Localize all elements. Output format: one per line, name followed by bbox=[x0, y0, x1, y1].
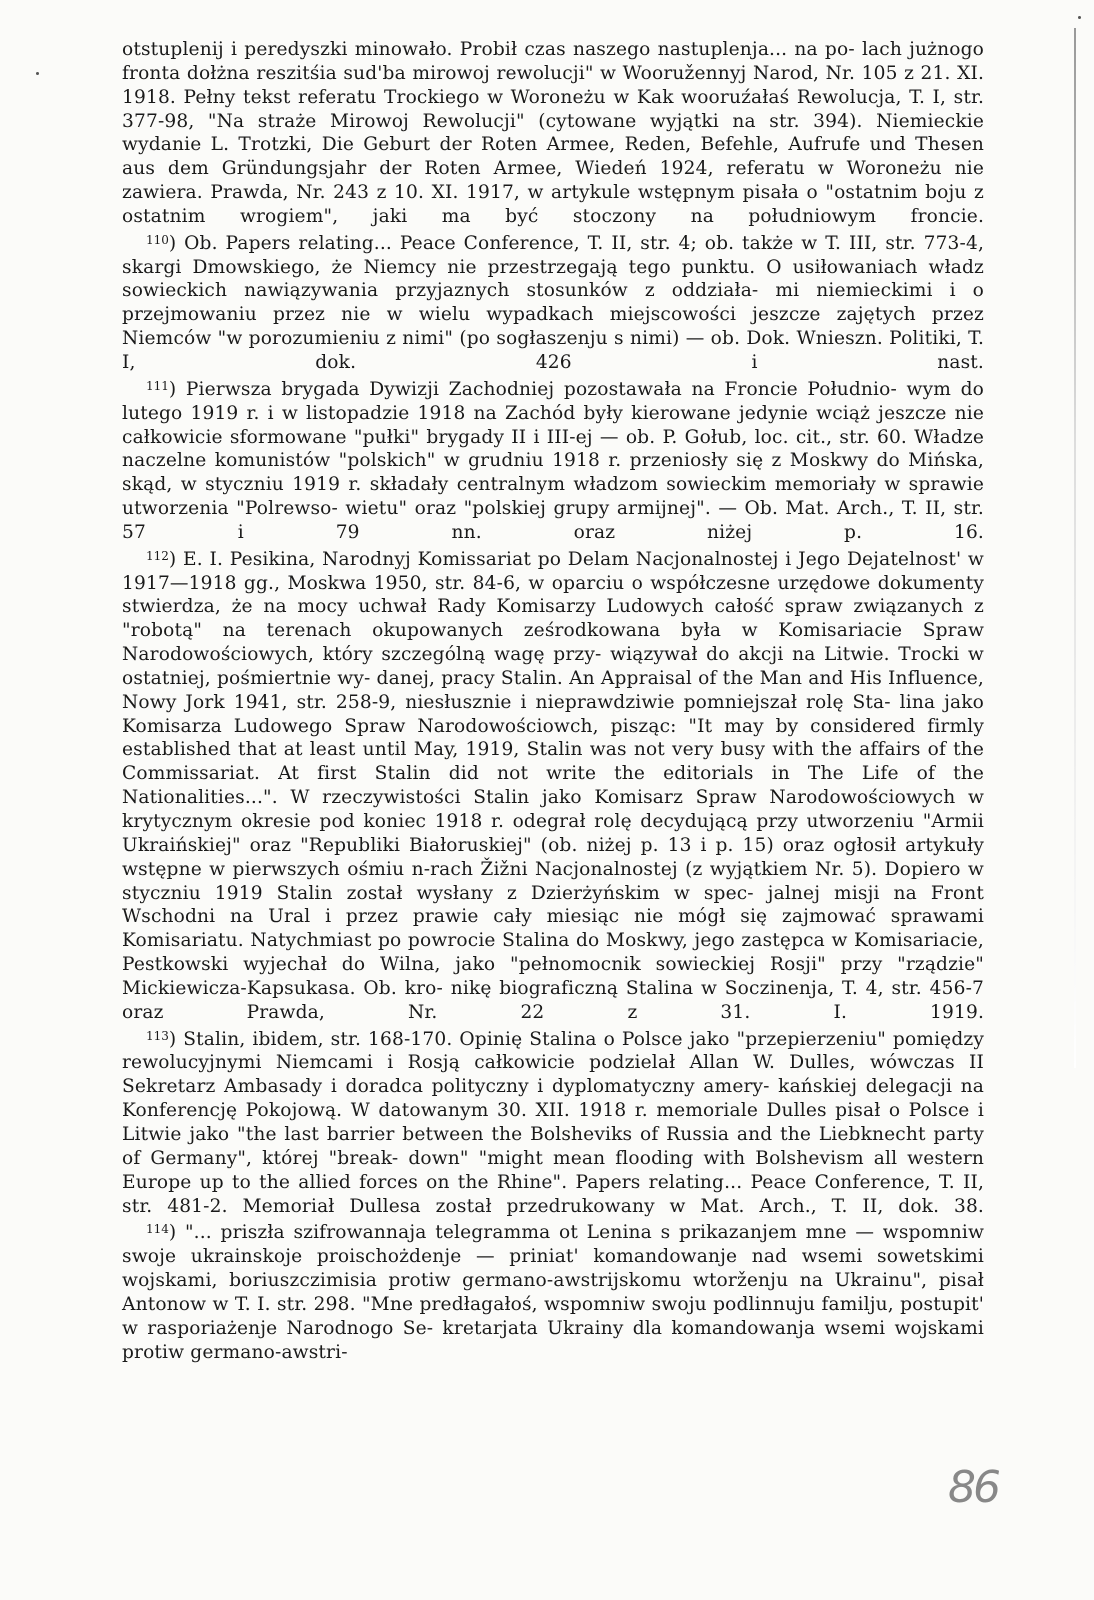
text-line: wym do lutego 1919 r. i w listopadzie 1918 na Zachód były kierowane jedynie bbox=[122, 378, 984, 424]
text-line: down" "might mean flooding with Bolshevism all western Europe up to the bbox=[122, 1147, 985, 1193]
text-line: Nr. 5). Dopiero w styczniu 1919 Stalin został wysłany z Dzierżyńskim w spec- bbox=[122, 858, 984, 904]
text-line: jalnej misji na Front Wschodni na Ural i przez prawie cały miesiąc nie mógł bbox=[122, 882, 985, 928]
text-line: "pełnomocnik sowieckiej Rosji" przy "rządzie" Mickiewicza-Kapsukasa. Ob. kro- bbox=[122, 954, 985, 999]
scan-edge-shadow bbox=[1074, 28, 1076, 1068]
text-line: wówczas II Sekretarz Ambasady i doradca polityczny i dyplomatyczny amery- bbox=[122, 1052, 985, 1098]
text-line: ) Ob. Papers relating... Peace Conference, T. II, str. 4; ob. także w T. III, bbox=[168, 232, 878, 254]
text-line: oraz niżej p. 16. bbox=[573, 521, 984, 543]
text-line: W rzeczywistości Stalin jako Komisarz Spraw Narodowościowych w krytycznym bbox=[122, 787, 985, 832]
text-line: first Stalin did not write the editorials in The Life of the Nationalities...". bbox=[122, 763, 984, 809]
text-line: memoriale Dulles pisał o Polsce i Litwie jako "the last barrier between the bbox=[122, 1100, 984, 1145]
text-line: nikę biograficzną Stalina w Soczinenja, T. 4, str. 456-7 oraz Prawda, Nr. 22 bbox=[122, 977, 984, 1023]
text-line: danej, pracy Stalin. An Appraisal of the Man and His Influence, Nowy bbox=[122, 667, 984, 713]
footnote-number: 113 bbox=[146, 1028, 169, 1043]
text-line: kańskiej delegacji na Konferencję Pokojową. W datowanym 30. XII. 1918 r. bbox=[122, 1076, 984, 1122]
handwritten-page-number: 86 bbox=[948, 1462, 998, 1513]
text-line: wsemi sowetskimi wojskami, boriuszczimisia protiw germano-awstrijskomu bbox=[122, 1246, 985, 1292]
scan-speck bbox=[36, 72, 39, 75]
document-page bbox=[122, 38, 984, 1364]
text-line: kretarjata Ukrainy dla komandowanja wsemi wojskami protiw germano-awstri- bbox=[122, 1317, 984, 1363]
text-line: (cytowane wyjątki na str. 394). Niemieckie wydanie L. Trotzki, Die Geburt bbox=[122, 110, 984, 156]
text-line: całość spraw związanych z "robotą" na terenach okupowanych ześrodkowana bbox=[122, 596, 984, 642]
footnote-112 bbox=[122, 545, 984, 1025]
text-line: 1918 r. przeniosły się z Moskwy do Mińska, skąd, w styczniu 1919 r. składały bbox=[122, 450, 984, 496]
text-line: okresie pod koniec 1918 r. odegrał rolę decydującą przy utworzeniu "Armii bbox=[240, 811, 984, 832]
text-line: str. 773-4, skargi Dmowskiego, że Niemcy nie przestrzegają tego punktu. O bbox=[122, 232, 984, 278]
text-line: lach jużnogo fronta dołżna reszitśia sud'ba mirowoj rewolucji" w Wooružennyj bbox=[122, 39, 984, 84]
footnote-113 bbox=[122, 1025, 984, 1219]
text-line: artykuły wstępne w pierwszych ośmiu n-rach Žižni Nacjonalnostej (z wyjątkiem bbox=[122, 834, 985, 880]
text-line: ) Pierwsza brygada Dywizji Zachodniej pozostawała na Froncie Południo- bbox=[168, 378, 897, 400]
text-line: wrogiem", jaki ma być stoczony na południowym froncie. bbox=[239, 205, 984, 227]
text-line: der Roten Armee, Reden, Befehle, Aufrufe und Thesen aus dem Gründungsjahr bbox=[122, 134, 984, 180]
text-line: Ukraińskiej" oraz "Republiki Białoruskiej" (ob. niżej p. 13 i p. 15) oraz ogłosił bbox=[122, 834, 897, 856]
text-line: 481-2. Memoriał Dullesa został przedrukowany w Mat. Arch., T. II, dok. 38. bbox=[167, 1195, 984, 1217]
text-line: was not very busy with the affairs of the Commissariat. At bbox=[122, 739, 985, 785]
text-line: lina jako Komisarza Ludowego Spraw Narodowościowch, pisząc: "It may bbox=[122, 691, 985, 737]
text-line: w Kak wooruźałaś Rewolucja, T. I, str. 377-98, "Na straże Mirowoj Rewolucji" bbox=[122, 86, 985, 132]
text-line: ) E. I. Pesikina, Narodnyj Komissariat po Delam Nacjonalnostej i Jego bbox=[168, 548, 841, 570]
text-line: wietu" oraz "polskiej grupy armijnej". — Ob. Mat. Arch., T. II, str. 57 i 79 nn. bbox=[122, 498, 984, 543]
text-line: mi niemieckimi i o przejmowaniu przez nie w wielu wypadkach miejscowości bbox=[122, 280, 984, 326]
text-line: jeszcze zajętych przez Niemców "w porozumieniu z nimi" (po sogłaszenju bbox=[122, 304, 984, 350]
text-line: usiłowaniach władz sowieckich nawiązywania przyjaznych stosunków z oddziała- bbox=[122, 256, 985, 302]
text-line: otstuplenij i peredyszki minowało. Probił czas naszego nastuplenja... na po- bbox=[122, 39, 855, 60]
scan-speck bbox=[1078, 16, 1081, 19]
text-line: Jork 1941, str. 258-9, niesłusznie i nieprawdziwie pomniejszał rolę Sta- bbox=[185, 691, 891, 713]
text-line: Dejatelnost' w 1917—1918 gg., Moskwa 1950, str. 84-6, w oparciu o współczesne bbox=[122, 548, 984, 594]
text-line: ) Stalin, ibidem, str. 168-170. Opinię Stalina o Polsce jako "przepierzeniu" bbox=[168, 1028, 886, 1050]
text-line: der Roten Armee, Wiedeń 1924, referatu w Woroneżu nie zawiera. Prawda, bbox=[122, 158, 984, 204]
text-line: pomiędzy rewolucyjnymi Niemcami i Rosją całkowicie podzielał Allan W. Dulles, bbox=[122, 1028, 984, 1074]
text-line: była w Komisariacie Spraw Narodowościowych, który szczególną wagę przy- bbox=[122, 620, 985, 666]
text-line: allied forces on the Rhine". Papers relating... Peace Conference, T. II, str. bbox=[122, 1171, 985, 1217]
text-line: wtorženju na Ukrainu", pisał Antonow w T. I. str. 298. "Mne predłagałoś, bbox=[122, 1270, 984, 1315]
text-line: wiązywał do akcji na Litwie. Trocki w ostatniej, pośmiertnie wy- bbox=[122, 644, 985, 689]
paragraph-continuation bbox=[122, 38, 984, 229]
footnote-number: 114 bbox=[146, 1222, 169, 1237]
text-line: wspomniw swoju podlinnuju familju, postupit' w rasporiażenje Narodnogo Se- bbox=[122, 1293, 984, 1339]
text-line: Narod, Nr. 105 z 21. XI. 1918. Pełny tekst referatu Trockiego w Woroneżu bbox=[122, 62, 985, 108]
text-line: by considered firmly established that at least until May, 1919, Stalin bbox=[122, 715, 984, 761]
text-line: wspomniw swoje ukrainskoje proischożdenje — priniat' komandowanje nad bbox=[122, 1222, 985, 1268]
text-line: Gołub, loc. cit., str. 60. Władze naczelne komunistów "polskich" w grudniu bbox=[122, 426, 984, 472]
footnote-110 bbox=[122, 229, 984, 375]
text-line: centralnym władzom sowieckim memoriały w sprawie utworzenia "Polrewso- bbox=[122, 474, 985, 520]
text-line: Bolsheviks of Russia and the Liebknecht party of Germany", której "break- bbox=[122, 1123, 985, 1169]
footnote-114 bbox=[122, 1218, 984, 1364]
text-line: się zajmować sprawami Komisariatu. Natychmiast po powrocie Stalina do bbox=[122, 906, 985, 952]
text-line: wciąż jeszcze nie całkowicie sformowane "pułki" brygady II i III-ej — ob. P. bbox=[122, 402, 984, 448]
footnote-number: 112 bbox=[146, 548, 169, 563]
footnote-number: 111 bbox=[146, 378, 169, 393]
text-line: urzędowe dokumenty stwierdza, że na mocy uchwał Rady Komisarzy Ludowych bbox=[122, 572, 985, 618]
footnote-111 bbox=[122, 375, 984, 545]
footnote-number: 110 bbox=[146, 232, 169, 247]
text-line: s nimi) — ob. Dok. Wnieszn. Politiki, T. I, dok. 426 i nast. bbox=[122, 328, 985, 373]
text-line: z 31. I. 1919. bbox=[627, 1001, 985, 1023]
text-line: Moskwy, jego zastępca w Komisariacie, Pestkowski wyjechał do Wilna, jako bbox=[122, 930, 984, 976]
text-line: Nr. 243 z 10. XI. 1917, w artykule wstępnym pisała o "ostatnim boju z ostatnim bbox=[122, 182, 984, 227]
text-line: ) "... priszła szifrowannaja telegramma ot Lenina s prikazanjem mne — bbox=[168, 1222, 875, 1244]
